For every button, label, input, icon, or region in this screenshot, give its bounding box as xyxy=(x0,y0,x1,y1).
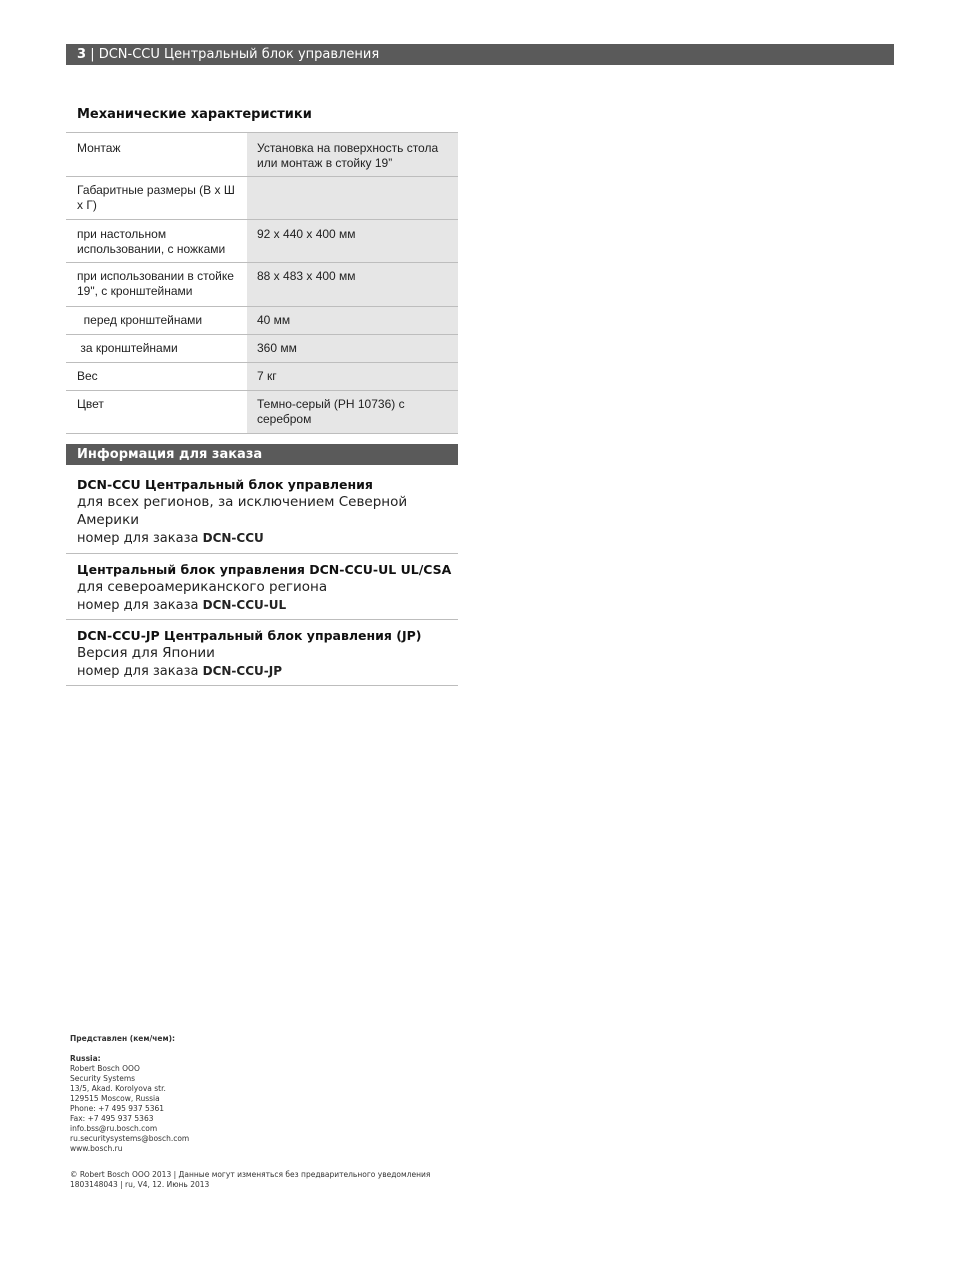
represented-by-label: Представлен (кем/чем): xyxy=(70,1034,176,1043)
spec-label: Монтаж xyxy=(66,133,247,177)
phone-line: Phone: +7 495 937 5361 xyxy=(70,1104,165,1113)
spec-label: Габаритные размеры (В x Ш x Г) xyxy=(66,177,247,220)
spec-value: Установка на поверхность стола или монтаж в стойку 19” xyxy=(247,133,458,177)
table-row xyxy=(66,177,458,220)
order-item xyxy=(66,476,458,554)
table-row xyxy=(66,363,458,391)
table-row xyxy=(66,263,458,307)
header-title: DCN-CCU Центральный блок управления xyxy=(98,47,380,62)
ordering-section-title: Информация для заказа xyxy=(66,444,458,465)
table-row xyxy=(66,335,458,363)
address-line: 129515 Moscow, Russia xyxy=(70,1094,160,1103)
order-item xyxy=(66,561,458,620)
page-header-bar xyxy=(66,44,894,65)
order-number: DCN-CCU-UL xyxy=(202,598,287,612)
address-line: Robert Bosch OOO xyxy=(70,1064,140,1073)
spec-label: Цвет xyxy=(66,391,247,434)
header-separator: | xyxy=(90,47,95,62)
order-number-label: номер для заказа xyxy=(77,598,199,613)
order-item-description: Версия для Японии xyxy=(77,645,215,661)
spec-value: 7 кг xyxy=(247,363,458,391)
table-row xyxy=(66,307,458,335)
address-line: 13/5, Akad. Korolyova str. xyxy=(70,1084,166,1093)
spec-value xyxy=(247,177,458,220)
spec-label: перед кронштейнами xyxy=(66,307,247,335)
spec-label: Вес xyxy=(66,363,247,391)
order-item-description: для всех регионов, за исключением Северной Америки xyxy=(77,494,408,528)
order-number: DCN-CCU-JP xyxy=(202,664,282,678)
table-row xyxy=(66,391,458,434)
address-line: Security Systems xyxy=(70,1074,136,1083)
mechanical-specs-table xyxy=(66,132,458,434)
footer-contact xyxy=(70,1034,189,1154)
email-link[interactable]: info.bss@ru.bosch.com xyxy=(70,1124,158,1133)
spec-label: при использовании в стойке 19", с кронштейнами xyxy=(66,263,247,307)
order-number: DCN-CCU xyxy=(202,531,264,545)
fax-line: Fax: +7 495 937 5363 xyxy=(70,1114,154,1123)
page-number: 3 xyxy=(77,47,87,62)
order-number-line xyxy=(77,529,458,548)
spec-label: при настольном использовании, с ножками xyxy=(66,220,247,263)
order-number-line xyxy=(77,662,458,681)
table-row xyxy=(66,220,458,263)
document-id: 1803148043 | ru, V4, 12. Июнь 2013 xyxy=(70,1180,210,1189)
mechanical-section-title: Механические характеристики xyxy=(77,107,312,122)
table-row xyxy=(66,133,458,177)
spec-value: 92 x 440 x 400 мм xyxy=(247,220,458,263)
order-item-title: DCN-CCU-JP Центральный блок управления (JP) xyxy=(77,628,422,643)
website-link[interactable]: www.bosch.ru xyxy=(70,1144,123,1153)
order-item-title: DCN-CCU Центральный блок управления xyxy=(77,477,373,492)
country-label: Russia: xyxy=(70,1054,101,1063)
order-number-line xyxy=(77,596,458,615)
email-link[interactable]: ru.securitysystems@bosch.com xyxy=(70,1134,190,1143)
spec-value: 88 x 483 x 400 мм xyxy=(247,263,458,307)
order-item-description: для североамериканского региона xyxy=(77,579,328,595)
order-number-label: номер для заказа xyxy=(77,531,199,546)
order-item xyxy=(66,627,458,686)
spec-value: 40 мм xyxy=(247,307,458,335)
footer-legal xyxy=(70,1170,430,1190)
spec-value: Темно-серый (PH 10736) с серебром xyxy=(247,391,458,434)
copyright-text: © Robert Bosch OOO 2013 | Данные могут изменяться без предварительного уведомления xyxy=(70,1170,431,1179)
spec-value: 360 мм xyxy=(247,335,458,363)
order-number-label: номер для заказа xyxy=(77,664,199,679)
order-item-title: Центральный блок управления DCN-CCU-UL UL/CSA xyxy=(77,562,452,577)
spec-label: за кронштейнами xyxy=(66,335,247,363)
